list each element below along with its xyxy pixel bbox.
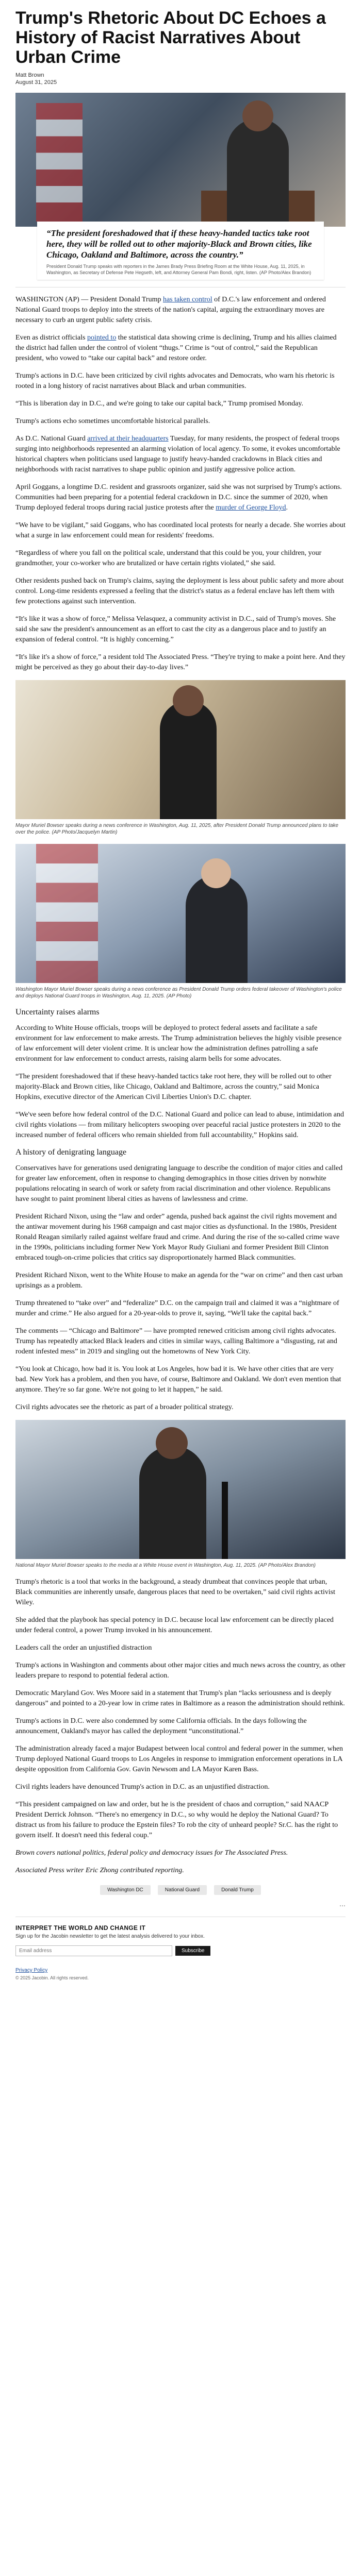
paragraph: Civil rights advocates see the rhetoric as part of a broader political strategy. [15,1403,234,1411]
paragraph: Democratic Maryland Gov. Wes Moore said in a statement that Trump's plan “lacks seriousness and is deeply dangerous” and pointed to a 20-year low in crime rates in Baltimore as a reason the administration should rethink. [15,1689,345,1707]
paragraph: Conservatives have for generations used denigrating language to describe the condition of major cities and called for greater law enforcement, often in response to changing demographics in those cities driven by nonwhite populations relocating in search of work or safety from racial discrimination and other violence. Republicans have sought to paint prominent liberal cities as havens of lawlessness and crime. [15,1164,343,1203]
paragraph: President Richard Nixon, using the “law and order” agenda, pushed back against the civil rights movement and the antiwar movement during his 1968 campaign and cast major cities as dysfunctional. In the 1980s, President Ronald Reagan similarly railed against welfare fraud and crime. And during the rise of the so-called crime wave in the 1990s, politicians including former New York Mayor Rudy Giuliani and former President Bill Clinton embraced tough-on-crime policies that critics say disproportionately harmed Black communities. [15,1213,340,1262]
photo-person-head [173,685,204,716]
paragraph: Trump's actions in D.C. were also condemned by some California officials. In the days following the announcement, Oakland's mayor has called the deployment “unconstitutional.” [15,1717,307,1735]
article-body-3 [15,1163,346,1291]
paragraph: Trump threatened to “take over” and “federalize” D.C. on the campaign trail and claimed it was a “nightmare of murder and crime.” He also argued for a 20-year-olds to prove it, saying, “We'll take the capital back.” [15,1299,339,1317]
email-input[interactable] [15,1945,172,1956]
paragraph: As D.C. National Guard arrived at their headquarters Tuesday, for many residents, the prospect of federal troops surging into neighborhoods represented an alarming violation of local agency. To some, it evokes uncomfortable historical chapters when politicians used language to justify heavy-handed crackdowns in Black cities and neighborhoods with racist narratives to shape public opinion and justify aggressive police action. [15,435,340,473]
newsletter-title: INTERPRET THE WORLD AND CHANGE IT [15,1924,146,1931]
hero [15,93,346,280]
paragraph: The administration already faced a major Budapest between local control and federal power in the summer, when Trump deployed National Guard troops to Los Angeles in response to immigration enforcement operations in LA despite opposition from California Gov. Gavin Newsom and LA Mayor Karen Bass. [15,1745,343,1773]
paragraph: Other residents pushed back on Trump's claims, saying the deployment is less about public safety and more about control. Long-time residents expressed a feeling that the district's status as a federal enclave has left them with few protections against such intervention. [15,577,344,605]
hero-image [15,93,346,227]
speaker-head [242,100,273,131]
inline-photo-3 [15,1420,346,1559]
tag-list [15,1885,346,1895]
paragraph: Trump's actions in Washington and comments about other major cities and much news across the country, as other leaders prepare to respond to potential federal action. [15,1662,346,1680]
speaker-figure [227,118,289,227]
paragraph: “This president campaigned on law and order, but he is the president of chaos and corruption,” said NAACP President Derrick Johnson. “There's no emergency in D.C., so why would he deploy the National Guard? To distract us from his failure to produce the Epstein files? To rob the city of unheard people? Sr.C. has the right to govern itself. It doesn't need this federal coup.” [15,1801,338,1839]
copyright: © 2025 Jacobin. All rights reserved. [15,1975,89,1980]
paragraph: Trump's rhetoric is a tool that works in the background, a steady drumbeat that convinces people that urban, Black communities are inherently unsafe, dangerous places that need to be overtaken,” said civil rights activist Wiley. [15,1578,336,1606]
headline-link[interactable]: Trump's Rhetoric About DC Echoes a History of Racist Narratives About Urban Crime [15,8,326,67]
inline-link[interactable]: pointed to [87,334,117,342]
photo-person [160,701,217,819]
paragraph: Civil rights leaders have denounced Trump's action in D.C. as an unjustified distraction. [15,1783,270,1791]
paragraph: April Goggans, a longtime D.C. resident and grassroots organizer, said she was not surprised by Trump's actions. Communities had been preparing for a potential federal crackdown in D.C. since the summer of 2020, when Trump deployed federal troops during racial justice protests after the murder of George Floyd. [15,483,342,512]
tag-washington-dc[interactable]: Washington DC [100,1885,151,1895]
headline [15,8,346,67]
article-body-1 [15,295,346,673]
tag-national-guard[interactable]: National Guard [158,1885,207,1895]
paragraph: Leaders call the order an unjustified distraction [15,1644,152,1652]
photo-caption-2: Washington Mayor Muriel Bowser speaks during a news conference as President Donald Trump orders federal takeover of Washington's police and deploys National Guard troops in Washington, Aug. 11, 2025. (AP Photo) [15,987,342,999]
photo-person [186,875,248,983]
share-bar [15,1902,346,1909]
author-tagline: Brown covers national politics, federal policy and democracy issues for The Associated Press. [15,1849,288,1857]
paragraph: Even as district officials pointed to the statistical data showing crime is declining, Trump and his allies claimed the district had fallen under the control of violent “thugs.” Crime is “out of control,” said the Republican president, who vowed to “take our capital back” and restore order. [15,334,337,362]
paragraph: “Regardless of where you fall on the political scale, understand that this could be you, your children, your grandmother, your co-worker who are brutalized or have certain rights violated,” she said. [15,549,322,567]
inline-link[interactable]: arrived at their headquarters [87,435,169,443]
inline-photo-1 [15,680,346,819]
more-icon[interactable]: ⋯ [339,1902,346,1909]
privacy-policy-link[interactable]: Privacy Policy [15,1968,48,1973]
inline-link[interactable]: murder of George Floyd [216,504,286,512]
article-body-2 [15,1023,346,1141]
newsletter-form [15,1945,346,1956]
article-body-4 [15,1298,346,1413]
pull-quote-box [37,222,324,280]
paragraph: According to White House officials, troops will be deployed to protect federal assets and facilitate a safe environment for law enforcement to make arrests. The Trump administration believes the highly visible presence of law enforcement will deter violent crime. It is unclear how the administration defines patrolling a safe environment for law enforcement to conduct arrests, raising alarm bells for some advocates. [15,1024,342,1063]
subhead-uncertainty: Uncertainty raises alarms [15,1008,100,1016]
paragraph: “We've seen before how federal control of the D.C. National Guard and police can lead to abuse, intimidation and civil rights violations — from military helicopters swooping over peaceful racial justice protesters in 2020 to the increased number of federal officers who remain shielded from full accountability,” Hopkins said. [15,1111,344,1139]
paragraph: “It's like it was a show of force,” Melissa Velasquez, a community activist in D.C., said of Trump's moves. She said she saw the president's announcement as an effort to cast the city as a dangerous place and to justify an expansion of federal control. “It is highly concerning.” [15,615,336,643]
paragraph: President Richard Nixon, went to the White House to make an agenda for the “war on crime” and then cast urban uprisings as a problem. [15,1272,343,1290]
photo-flag [36,844,98,983]
footer-links [15,1968,346,1973]
article-body-5 [15,1577,346,1841]
tag-donald-trump[interactable]: Donald Trump [214,1885,261,1895]
photo-caption-3: National Mayor Muriel Bowser speaks to the media at a White House event in Washington, Aug. 11, 2025. (AP Photo/Alex Brandon) [15,1563,316,1568]
paragraph: “This is liberation day in D.C., and we're going to take our capital back,” Trump promised Monday. [15,400,304,408]
flag-graphic [36,103,83,222]
contributor-note: Associated Press writer Eric Zhong contributed reporting. [15,1867,184,1874]
paragraph: She added that the playbook has special potency in D.C. because local law enforcement can be directly placed under federal control, a power Trump invoked in his announcement. [15,1616,334,1634]
paragraph: Trump's actions in D.C. have been criticized by civil rights advocates and Democrats, who warn his rhetoric is rooted in a long history of racist narratives about Black and urban communities. [15,372,335,390]
paragraph: “We have to be vigilant,” said Goggans, who has coordinated local protests for nearly a decade. She worries about what a surge in law enforcement could mean for residents' freedoms. [15,521,346,539]
inline-photo-2 [15,844,346,983]
paragraph: “It's like it's a show of force,” a resident told The Associated Press. “They're trying to make a point here. And they might be perceived as they go about their day-to-day lives.” [15,653,346,671]
photo-person [139,1446,206,1559]
photo-person-head [201,858,231,888]
pull-quote: “The president foreshadowed that if these heavy-handed tactics take root here, they will be rolled out to other majority-Black and Brown cities, like Chicago, Oakland and Baltimore, across the country.” [46,228,312,260]
photo-person-head [156,1427,188,1459]
publish-date: August 31, 2025 [15,79,57,86]
photo-microphone [222,1482,228,1559]
subhead-history: A history of denigrating language [15,1148,127,1157]
photo-caption-1: Mayor Muriel Bowser speaks during a news conference in Washington, Aug. 11, 2025, after President Donald Trump announced plans to take over the police. (AP Photo/Jacquelyn Martin) [15,823,339,835]
article-page [15,0,346,2001]
hero-caption: President Donald Trump speaks with reporters in the James Brady Press Briefing Room at the White House, Aug. 11, 2025, in Washington, as Secretary of Defense Pete Hegseth, left, and Attorney General Pam Bondi, right, listen. (AP Photo/Alex Brandon) [46,264,311,275]
paragraph: “The president foreshadowed that if these heavy-handed tactics take root here, they will be rolled out to other majority-Black and Brown cities, like Chicago, Oakland and Baltimore, across the country,” said Monica Hopkins, executive director of the American Civil Liberties Union's D.C. chapter. [15,1073,332,1101]
subscribe-button[interactable]: Subscribe [175,1946,210,1956]
paragraph: Trump's actions echo sometimes uncomfortable historical parallels. [15,417,210,425]
newsletter-subtitle: Sign up for the Jacobin newsletter to get the latest analysis delivered to your inbox. [15,1934,205,1939]
paragraph: WASHINGTON (AP) — President Donald Trump has taken control of D.C.'s law enforcement and ordered National Guard troops to deploy into the streets of the nation's capital, arguing the extraordinary moves are necessary to curb an urgent public safety crisis. [15,296,326,324]
inline-link[interactable]: has taken control [162,296,212,303]
paragraph: “You look at Chicago, how bad it is. You look at Los Angeles, how bad it is. We have other cities that are very bad. New York has a problem, and then you have, of course, Baltimore and Oakland. We don't even mention that anymore. They're so far gone. We're not going to let it happen,” he said. [15,1365,341,1394]
paragraph: The comments — “Chicago and Baltimore” — have prompted renewed criticism among civil rights advocates. Trump has repeatedly attacked Black leaders and cities in similar ways, calling Baltimore a “disgusting, rat and rodent infested mess” in 2019 and singling out the hometowns of New York City. [15,1327,337,1355]
byline: Matt Brown [15,72,44,78]
